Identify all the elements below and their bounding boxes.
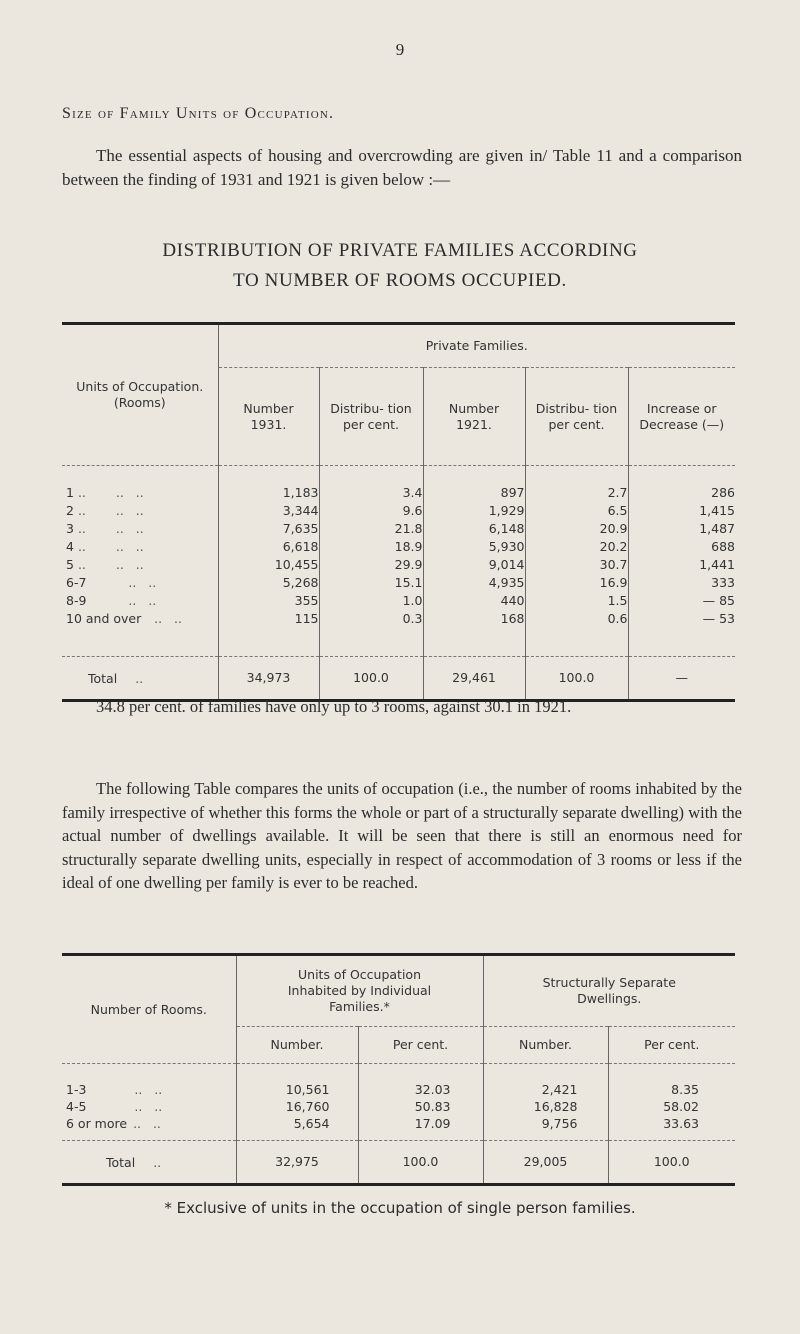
number-1931-cell: 6,618 xyxy=(218,538,319,556)
change-cell: 1,415 xyxy=(628,502,735,520)
summary-paragraph: 34.8 per cent. of families have only up to 3 rooms, against 30.1 in 1921. xyxy=(96,697,572,716)
total-p1921: 100.0 xyxy=(525,657,628,701)
rooms-cell: 1 .. .. .. xyxy=(66,485,144,500)
change-cell: — 85 xyxy=(628,592,735,610)
rooms-cell: 4-5 .. .. xyxy=(66,1099,163,1114)
number-1931-cell: 10,455 xyxy=(218,556,319,574)
number-1921-cell: 168 xyxy=(423,610,525,628)
table-row xyxy=(62,484,735,502)
t2-total-units-percent: 100.0 xyxy=(358,1141,483,1185)
rooms-label: 1 xyxy=(66,485,74,500)
number-1921-cell: 4,935 xyxy=(423,574,525,592)
number-1921-header: Number 1921. xyxy=(423,368,525,466)
rooms-label: 1-3 xyxy=(66,1082,87,1097)
change-cell: 1,487 xyxy=(628,520,735,538)
distribution-1931-cell: 9.6 xyxy=(319,502,423,520)
table-row xyxy=(62,1115,735,1132)
private-families-header: Private Families. xyxy=(218,324,735,368)
rooms-label: 10 and over xyxy=(66,611,141,626)
rooms-label: 5 xyxy=(66,557,74,572)
distribution-1921-cell: 20.9 xyxy=(525,520,628,538)
distribution-1921-cell: 1.5 xyxy=(525,592,628,610)
dwellings-group-header: Structurally Separate Dwellings. xyxy=(483,955,735,1027)
change-cell: 286 xyxy=(628,484,735,502)
change-cell: 688 xyxy=(628,538,735,556)
units-percent-header: Per cent. xyxy=(358,1027,483,1064)
total-n1931: 34,973 xyxy=(218,657,319,701)
table-row xyxy=(62,502,735,520)
total-row-label: Total .. xyxy=(88,670,144,686)
t2-total-row-label: Total .. xyxy=(106,1154,162,1170)
t2-total-dwellings-number: 29,005 xyxy=(483,1141,608,1185)
number-1931-cell: 5,268 xyxy=(218,574,319,592)
number-1931-header: Number 1931. xyxy=(218,368,319,466)
table1-title xyxy=(60,236,740,296)
rooms-cell: 6-7 .. .. xyxy=(66,575,157,590)
rooms-header: Number of Rooms. xyxy=(62,955,236,1064)
number-1931-cell: 355 xyxy=(218,592,319,610)
table-row xyxy=(62,1081,735,1098)
total-label: Total xyxy=(88,670,118,686)
units-group-header: Units of Occupation Inhabited by Individual Families.* xyxy=(236,955,483,1027)
rooms-cell: 6 or more .. .. xyxy=(66,1116,161,1131)
distribution-1921-cell: 2.7 xyxy=(525,484,628,502)
rooms-label: 4 xyxy=(66,539,74,554)
distribution-1931-cell: 0.3 xyxy=(319,610,423,628)
total-n1921: 29,461 xyxy=(423,657,525,701)
table-row xyxy=(62,556,735,574)
number-1931-cell: 3,344 xyxy=(218,502,319,520)
dwellings-number-cell: 2,421 xyxy=(483,1081,608,1098)
change-cell: 333 xyxy=(628,574,735,592)
distribution-1931-cell: 21.8 xyxy=(319,520,423,538)
change-header: Increase or Decrease (—) xyxy=(628,368,735,466)
intro-paragraph: The essential aspects of housing and overcrowding are given in/ Table 11 and a comparison between the finding of 1931 and 1921 is given below :— xyxy=(62,146,742,189)
table-row xyxy=(62,574,735,592)
rooms-cell: 10 and over .. .. xyxy=(66,611,182,626)
distribution-1921-cell: 20.2 xyxy=(525,538,628,556)
distribution-1921-cell: 16.9 xyxy=(525,574,628,592)
distribution-1931-header: Distribu- tion per cent. xyxy=(319,368,423,466)
units-percent-cell: 32.03 xyxy=(358,1081,483,1098)
rooms-label: 3 xyxy=(66,521,74,536)
units-number-cell: 16,760 xyxy=(236,1098,358,1115)
total-p1931: 100.0 xyxy=(319,657,423,701)
rooms-cell: 1-3 .. .. xyxy=(66,1082,163,1097)
rooms-cell: 4 .. .. .. xyxy=(66,539,144,554)
number-1931-cell: 7,635 xyxy=(218,520,319,538)
rooms-cell: 2 .. .. .. xyxy=(66,503,144,518)
number-1921-cell: 9,014 xyxy=(423,556,525,574)
units-percent-cell: 17.09 xyxy=(358,1115,483,1132)
number-1931-cell: 115 xyxy=(218,610,319,628)
table-row xyxy=(62,1098,735,1115)
rooms-label: 6-7 xyxy=(66,575,87,590)
table-row xyxy=(62,520,735,538)
total-change: — xyxy=(628,657,735,701)
distribution-1921-cell: 6.5 xyxy=(525,502,628,520)
number-1931-cell: 1,183 xyxy=(218,484,319,502)
distribution-1931-cell: 15.1 xyxy=(319,574,423,592)
units-number-header: Number. xyxy=(236,1027,358,1064)
number-1921-cell: 897 xyxy=(423,484,525,502)
dwellings-number-cell: 9,756 xyxy=(483,1115,608,1132)
table1-title-line1: DISTRIBUTION OF PRIVATE FAMILIES ACCORDING xyxy=(162,240,638,261)
page-number: 9 xyxy=(395,40,405,59)
distribution-1931-cell: 18.9 xyxy=(319,538,423,556)
table-row xyxy=(62,538,735,556)
rooms-cell: 3 .. .. .. xyxy=(66,521,144,536)
dwellings-percent-header: Per cent. xyxy=(608,1027,735,1064)
rooms-cell: 5 .. .. .. xyxy=(66,557,144,572)
section-heading: Size of Family Units of Occupation. xyxy=(62,105,335,122)
rooms-cell: 8-9 .. .. xyxy=(66,593,157,608)
units-percent-cell: 50.83 xyxy=(358,1098,483,1115)
number-1921-cell: 5,930 xyxy=(423,538,525,556)
dwellings-percent-cell: 58.02 xyxy=(608,1098,735,1115)
change-cell: 1,441 xyxy=(628,556,735,574)
distribution-1931-cell: 29.9 xyxy=(319,556,423,574)
dwellings-percent-cell: 8.35 xyxy=(608,1081,735,1098)
table1-title-line2: TO NUMBER OF ROOMS OCCUPIED. xyxy=(233,270,567,291)
distribution-1921-cell: 0.6 xyxy=(525,610,628,628)
dwellings-number-header: Number. xyxy=(483,1027,608,1064)
t2-total-units-number: 32,975 xyxy=(236,1141,358,1185)
number-1921-cell: 6,148 xyxy=(423,520,525,538)
dwellings-comparison-table xyxy=(62,953,735,1186)
distribution-table xyxy=(62,322,735,702)
rooms-label: 6 or more xyxy=(66,1116,128,1131)
dwellings-percent-cell: 33.63 xyxy=(608,1115,735,1132)
distribution-1931-cell: 1.0 xyxy=(319,592,423,610)
table-row xyxy=(62,610,735,628)
number-1921-cell: 440 xyxy=(423,592,525,610)
comparison-paragraph: The following Table compares the units of occupation (i.e., the number of rooms inhabited by the family irrespective of whether this forms the whole or part of a structurally separate dwelling) with the actual number of dwellings available. It will be seen that there is still an enormous need for structurally separate dwelling units, especially in respect of accommodation of 3 rooms or less if the ideal of one dwelling per family is ever to be reached. xyxy=(62,779,742,892)
distribution-1921-header: Distribu- tion per cent. xyxy=(525,368,628,466)
distribution-1921-cell: 30.7 xyxy=(525,556,628,574)
number-1921-cell: 1,929 xyxy=(423,502,525,520)
distribution-1931-cell: 3.4 xyxy=(319,484,423,502)
rooms-label: 4-5 xyxy=(66,1099,87,1114)
t2-total-label: Total xyxy=(106,1154,136,1170)
footnote: * Exclusive of units in the occupation of single person families. xyxy=(164,1199,636,1217)
units-header: Units of Occupation. (Rooms) xyxy=(62,324,218,466)
change-cell: — 53 xyxy=(628,610,735,628)
rooms-label: 8-9 xyxy=(66,593,87,608)
table-row xyxy=(62,592,735,610)
units-number-cell: 10,561 xyxy=(236,1081,358,1098)
units-number-cell: 5,654 xyxy=(236,1115,358,1132)
rooms-label: 2 xyxy=(66,503,74,518)
dwellings-number-cell: 16,828 xyxy=(483,1098,608,1115)
t2-total-dwellings-percent: 100.0 xyxy=(608,1141,735,1185)
